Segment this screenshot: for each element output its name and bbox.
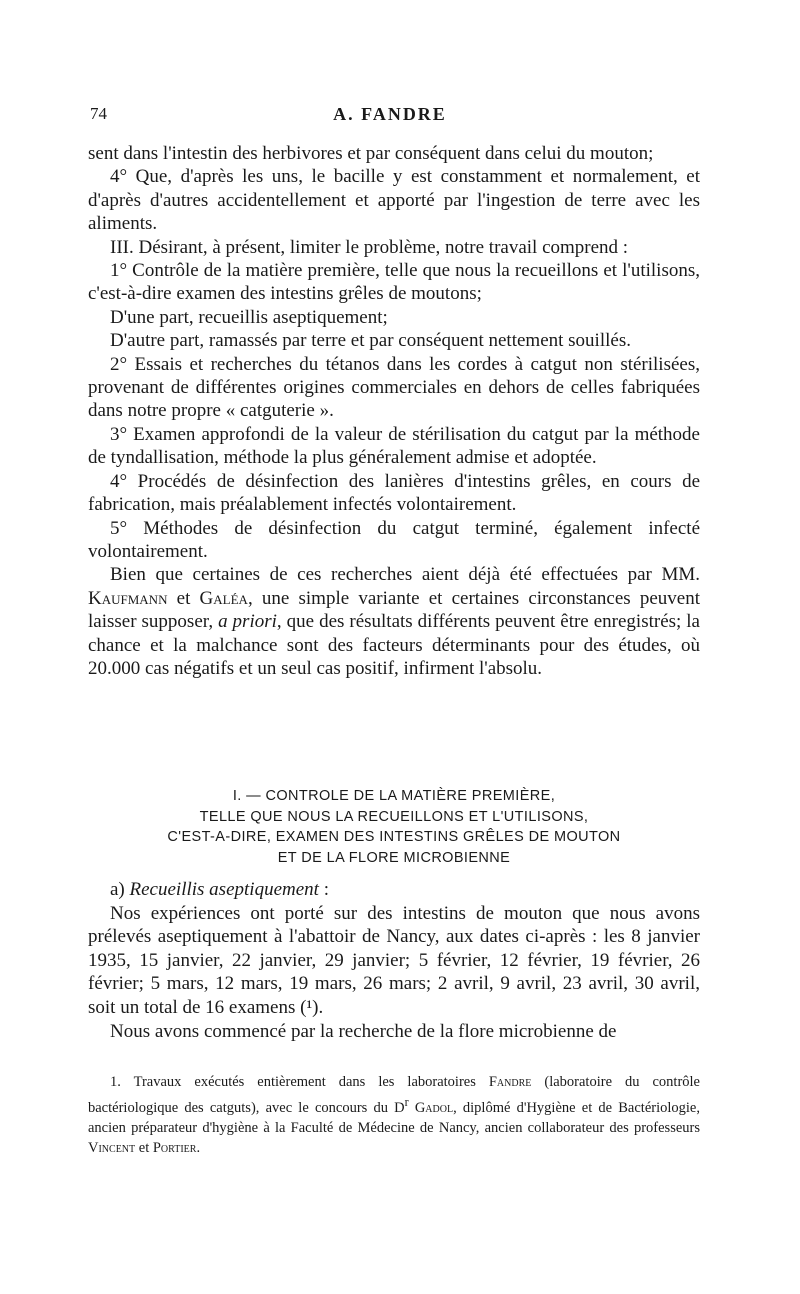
paragraph: 4° Procédés de désinfection des lanières d'intestins grêles, en cours de fabrication, mais préalablement infectés volontairement. (88, 470, 700, 516)
paragraph: 1° Contrôle de la matière première, telle que nous la recueillons et l'utilisons, c'est-à-dire examen des intestins grêles de moutons; (88, 260, 700, 305)
author-name: Galéa (199, 587, 248, 609)
paragraph: sent dans l'intestin des herbivores et par conséquent dans celui du mouton; (88, 143, 654, 164)
author-name: Vincent (88, 1139, 136, 1156)
superscript: r (404, 1095, 409, 1109)
running-head: A. FANDRE (333, 104, 447, 124)
footnote (88, 1072, 700, 1158)
text-run: , que des résultats différents peuvent être enregistrés; la chance et la malchance sont des facteurs déterminants pour des études, où 20.000 cas négatifs et un seul cas positif, infirment l'absolu. (88, 611, 700, 679)
emphasis: a priori (218, 611, 277, 633)
text-run: Bien que certaines de ces recherches aient déjà été effectuées par MM. (110, 564, 700, 586)
paragraph: Nous avons commencé par la recherche de la flore microbienne de (110, 1020, 617, 1042)
paragraph: 5° Méthodes de désinfection du catgut terminé, également infecté volontairement. (88, 517, 700, 562)
author-name: Gadol (408, 1099, 454, 1116)
section-heading (88, 786, 700, 868)
heading-line: C'EST-A-DIRE, EXAMEN DES INTESTINS GRÊLES DE MOUTON (167, 829, 621, 845)
heading-line: TELLE QUE NOUS LA RECUEILLONS ET L'UTILISONS, (199, 808, 589, 825)
body-text-section (88, 878, 700, 1043)
text-run: et (135, 1139, 153, 1156)
text-run: 1. Travaux exécutés entièrement dans les laboratoires (110, 1074, 489, 1090)
text-run: , une simple variante et certaines circonstances peuvent laisser supposer, (88, 587, 700, 633)
heading-line: I. — CONTROLE DE LA MATIÈRE PREMIÈRE, (232, 788, 556, 804)
paragraph: 2° Essais et recherches du tétanos dans les cordes à catgut non stérilisées, provenant de différentes origines commerciales en dehors de celles fabriquées dans notre propre « catguterie ». (88, 353, 700, 422)
paragraph: 3° Examen approfondi de la valeur de stérilisation du catgut par la méthode de tyndallisation, méthode la plus généralement admise et adoptée. (88, 423, 700, 469)
author-name: Fandre (488, 1074, 532, 1090)
author-name: Kaufmann (88, 587, 168, 609)
subsection-title: Recueillis aseptiquement (129, 879, 319, 900)
paragraph: 4° Que, d'après les uns, le bacille y est constamment et normalement, et d'après d'autres accidentellement et apporté par l'ingestion de terre avec les aliments. (88, 166, 700, 235)
paragraph: D'autre part, ramassés par terre et par conséquent nettement souillés. (110, 330, 631, 352)
paragraph: D'une part, recueillis aseptiquement; (110, 306, 388, 328)
author-name: Portier (152, 1139, 197, 1156)
text-run: et (167, 587, 200, 609)
page-header (90, 104, 690, 134)
body-text (88, 142, 700, 680)
paragraph: III. Désirant, à présent, limiter le problème, notre travail comprend : (110, 236, 629, 258)
paragraph: Nos expériences ont porté sur des intestins de mouton que nous avons prélevés aseptiquement à l'abattoir de Nancy, aux dates ci-après : les 8 janvier 1935, 15 janvier, 22 janvier, 29 janvier; 5 février, 12 février, 19 février, 26 février; 5 mars, 12 mars, 19 mars, 26 mars; 2 avril, 9 avril, 23 avril, 30 avril, soit un total de 16 examens (¹). (88, 902, 700, 1018)
text-run: , diplômé d'Hygiène et de Bactériologie, ancien préparateur d'hygiène à la Faculté de Médecine de Nancy, ancien collaborateur des professeurs (88, 1099, 700, 1136)
text-run: : (318, 879, 329, 900)
paragraph (88, 563, 700, 680)
subsection-heading (88, 878, 700, 902)
heading-line: ET DE LA FLORE MICROBIENNE (277, 849, 511, 866)
page-number: 74 (90, 104, 107, 123)
subsection-label: a) (110, 879, 125, 900)
text-run: (laboratoire du contrôle bactériologique des catguts), avec le concours du D (88, 1074, 700, 1116)
text-run: . (196, 1139, 201, 1156)
